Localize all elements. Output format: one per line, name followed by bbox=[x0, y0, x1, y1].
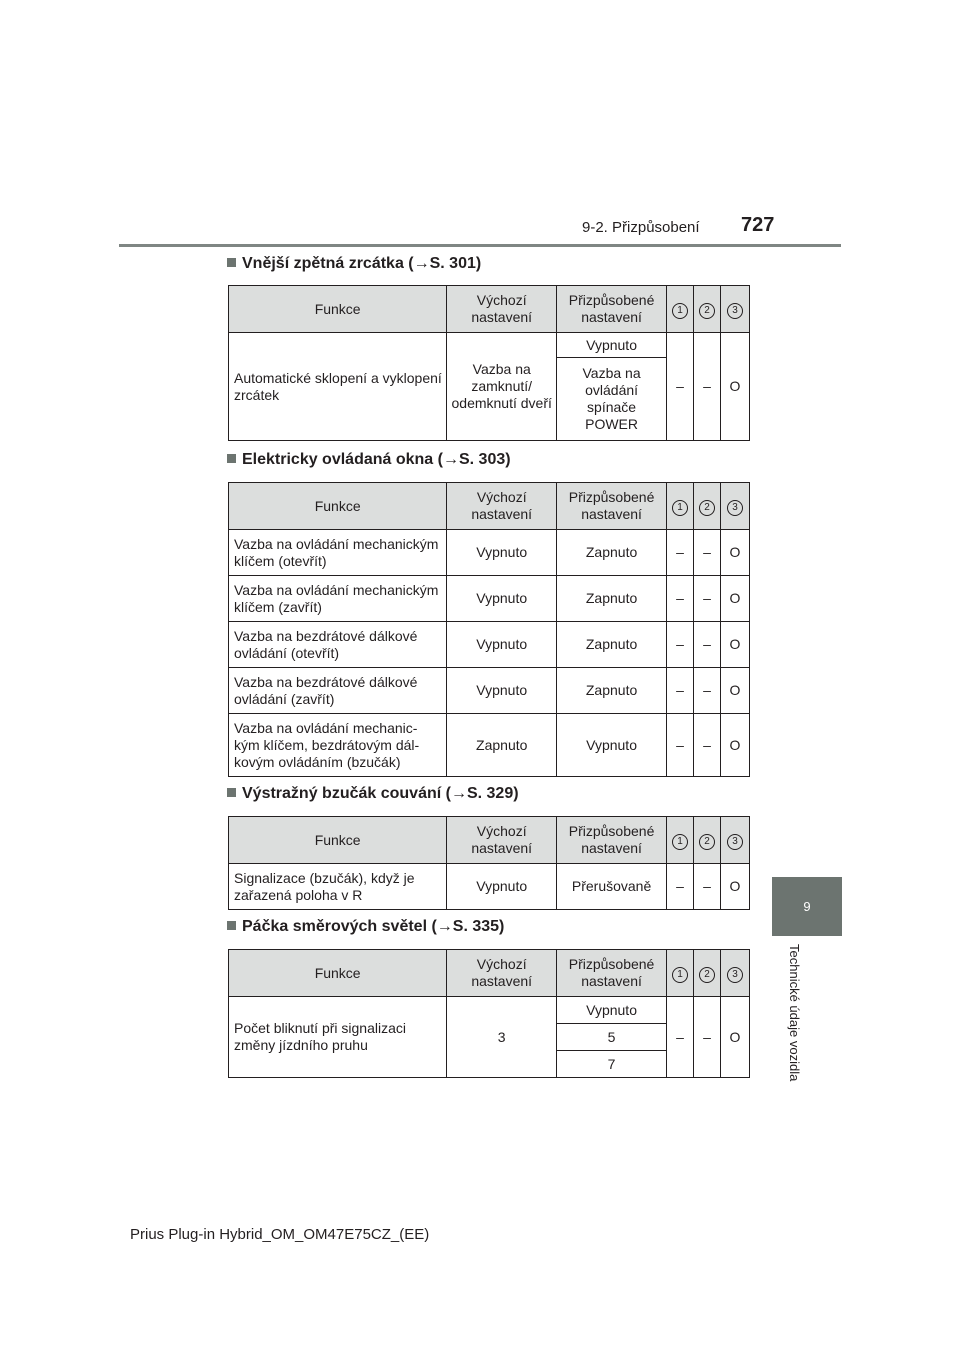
table-reverse-buzzer bbox=[228, 816, 750, 910]
header-funkce: Funkce bbox=[229, 286, 447, 333]
cell-vychozi: 3 bbox=[447, 997, 557, 1078]
cell-c3: O bbox=[721, 864, 750, 910]
section-title-text: Elektricky ovládaná okna (→S. 303) bbox=[242, 451, 511, 468]
cell-option: Vypnuto bbox=[557, 997, 667, 1024]
cell-funkce: Signalizace (bzučák), když je zařazená poloha v R bbox=[229, 864, 447, 910]
circled-number-icon: 2 bbox=[699, 834, 715, 850]
cell-c1: – bbox=[667, 668, 694, 714]
cell-funkce: Vazba na ovládání mechanickým klíčem (zavřít) bbox=[229, 576, 447, 622]
cell-c3: O bbox=[720, 997, 749, 1078]
cell-c2: – bbox=[694, 530, 721, 576]
section-title-text: Výstražný bzučák couvání (→S. 329) bbox=[242, 785, 519, 802]
header-col-3 bbox=[721, 817, 750, 864]
square-bullet-icon bbox=[227, 788, 236, 797]
cell-funkce: Vazba na bezdrátové dálkové ovládání (otevřít) bbox=[229, 622, 447, 668]
cell-option: 5 bbox=[557, 1024, 667, 1051]
table-header-row bbox=[229, 286, 750, 333]
cell-option: Vypnuto bbox=[557, 333, 667, 358]
section-title-windows bbox=[227, 451, 511, 469]
cell-c1: – bbox=[667, 714, 694, 777]
cell-c3: O bbox=[720, 333, 749, 441]
table-header-row bbox=[229, 483, 750, 530]
header-col-1 bbox=[667, 483, 694, 530]
cell-c2: – bbox=[694, 714, 721, 777]
table-row bbox=[229, 622, 750, 668]
cell-vychozi: Vypnuto bbox=[447, 668, 557, 714]
cell-prizpusobene: Zapnuto bbox=[557, 530, 667, 576]
cell-funkce: Vazba na ovládání mechanickým klíčem (otevřít) bbox=[229, 530, 447, 576]
table-row bbox=[229, 997, 750, 1024]
header-col-2 bbox=[694, 286, 721, 333]
header-col-1 bbox=[667, 286, 694, 333]
section-title-text: Páčka směrových světel (→S. 335) bbox=[242, 918, 505, 935]
circled-number-icon: 1 bbox=[672, 967, 688, 983]
header-col-2 bbox=[694, 817, 721, 864]
cell-c1: – bbox=[667, 530, 694, 576]
header-funkce: Funkce bbox=[229, 950, 447, 997]
cell-c2: – bbox=[694, 997, 721, 1078]
header-section-title: 9-2. Přizpůsobení bbox=[582, 219, 700, 236]
circled-number-icon: 2 bbox=[699, 967, 715, 983]
header-prizpusobene: Přizpůsobené nastavení bbox=[557, 483, 667, 530]
header-vychozi: Výchozí nastavení bbox=[447, 817, 557, 864]
square-bullet-icon bbox=[227, 454, 236, 463]
cell-funkce: Vazba na ovládání mechanic-kým klíčem, bezdrátovým dál-kovým ovládáním (bzučák) bbox=[229, 714, 447, 777]
header-col-3 bbox=[720, 286, 749, 333]
circled-number-icon: 1 bbox=[672, 500, 688, 516]
table-row bbox=[229, 530, 750, 576]
square-bullet-icon bbox=[227, 258, 236, 267]
header-col-1 bbox=[667, 817, 694, 864]
header-col-2 bbox=[694, 950, 721, 997]
header-funkce: Funkce bbox=[229, 817, 447, 864]
header-vychozi: Výchozí nastavení bbox=[447, 950, 557, 997]
circled-number-icon: 2 bbox=[699, 500, 715, 516]
header-prizpusobene: Přizpůsobené nastavení bbox=[557, 286, 667, 333]
chapter-number: 9 bbox=[803, 899, 811, 914]
table-row bbox=[229, 576, 750, 622]
cell-c3: O bbox=[720, 714, 749, 777]
header-vychozi: Výchozí nastavení bbox=[447, 483, 557, 530]
cell-prizpusobene: Zapnuto bbox=[557, 668, 667, 714]
cell-c2: – bbox=[694, 864, 721, 910]
cell-vychozi: Vypnuto bbox=[447, 530, 557, 576]
cell-vychozi: Zapnuto bbox=[447, 714, 557, 777]
cell-prizpusobene: Vypnuto bbox=[557, 714, 667, 777]
circled-number-icon: 1 bbox=[672, 303, 688, 319]
table-row bbox=[229, 668, 750, 714]
table-header-row bbox=[229, 950, 750, 997]
cell-prizpusobene: Přerušovaně bbox=[557, 864, 667, 910]
chapter-tab-label: Technické údaje vozidla bbox=[787, 944, 802, 1082]
section-title-mirrors bbox=[227, 255, 481, 273]
header-prizpusobene: Přizpůsobené nastavení bbox=[557, 817, 667, 864]
table-row bbox=[229, 333, 750, 358]
cell-c3: O bbox=[720, 530, 749, 576]
square-bullet-icon bbox=[227, 921, 236, 930]
table-windows bbox=[228, 482, 750, 777]
header-col-1 bbox=[667, 950, 694, 997]
cell-funkce: Automatické sklopení a vyklopení zrcátek bbox=[229, 333, 447, 441]
cell-c1: – bbox=[667, 864, 694, 910]
section-title-turn-signal bbox=[227, 918, 504, 936]
cell-c2: – bbox=[694, 668, 721, 714]
cell-c2: – bbox=[694, 333, 721, 441]
cell-funkce: Vazba na bezdrátové dálkové ovládání (zavřít) bbox=[229, 668, 447, 714]
cell-c1: – bbox=[667, 997, 694, 1078]
table-row bbox=[229, 864, 750, 910]
header-col-2 bbox=[694, 483, 721, 530]
header-col-3 bbox=[720, 950, 749, 997]
circled-number-icon: 3 bbox=[727, 303, 743, 319]
table-mirrors bbox=[228, 285, 750, 441]
table-header-row bbox=[229, 817, 750, 864]
circled-number-icon: 2 bbox=[699, 303, 715, 319]
circled-number-icon: 3 bbox=[727, 967, 743, 983]
header-prizpusobene: Přizpůsobené nastavení bbox=[557, 950, 667, 997]
section-title-reverse-buzzer bbox=[227, 785, 519, 803]
cell-c2: – bbox=[694, 576, 721, 622]
cell-prizpusobene: Zapnuto bbox=[557, 576, 667, 622]
cell-vychozi: Vypnuto bbox=[447, 576, 557, 622]
cell-c1: – bbox=[667, 576, 694, 622]
circled-number-icon: 3 bbox=[727, 834, 743, 850]
cell-funkce: Počet bliknutí při signalizaci změny jízdního pruhu bbox=[229, 997, 447, 1078]
header-vychozi: Výchozí nastavení bbox=[447, 286, 557, 333]
header-funkce: Funkce bbox=[229, 483, 447, 530]
chapter-tab-number bbox=[772, 877, 842, 936]
cell-c3: O bbox=[720, 576, 749, 622]
circled-number-icon: 1 bbox=[672, 834, 688, 850]
cell-c1: – bbox=[667, 622, 694, 668]
table-turn-signal bbox=[228, 949, 750, 1078]
cell-option: 7 bbox=[557, 1051, 667, 1078]
cell-option: Vazba na ovládání spínače POWER bbox=[557, 358, 667, 441]
circled-number-icon: 3 bbox=[727, 500, 743, 516]
cell-prizpusobene: Zapnuto bbox=[557, 622, 667, 668]
cell-c2: – bbox=[694, 622, 721, 668]
header-divider bbox=[119, 244, 841, 247]
table-row bbox=[229, 714, 750, 777]
cell-vychozi: Vypnuto bbox=[447, 864, 557, 910]
cell-c3: O bbox=[720, 622, 749, 668]
page-number: 727 bbox=[741, 214, 775, 236]
cell-vychozi: Vazba na zamknutí/ odemknutí dveří bbox=[447, 333, 557, 441]
cell-vychozi: Vypnuto bbox=[447, 622, 557, 668]
cell-c1: – bbox=[667, 333, 694, 441]
footer-document-id: Prius Plug-in Hybrid_OM_OM47E75CZ_(EE) bbox=[130, 1226, 430, 1243]
header-col-3 bbox=[720, 483, 749, 530]
cell-c3: O bbox=[720, 668, 749, 714]
section-title-text: Vnější zpětná zrcátka (→S. 301) bbox=[242, 255, 482, 272]
